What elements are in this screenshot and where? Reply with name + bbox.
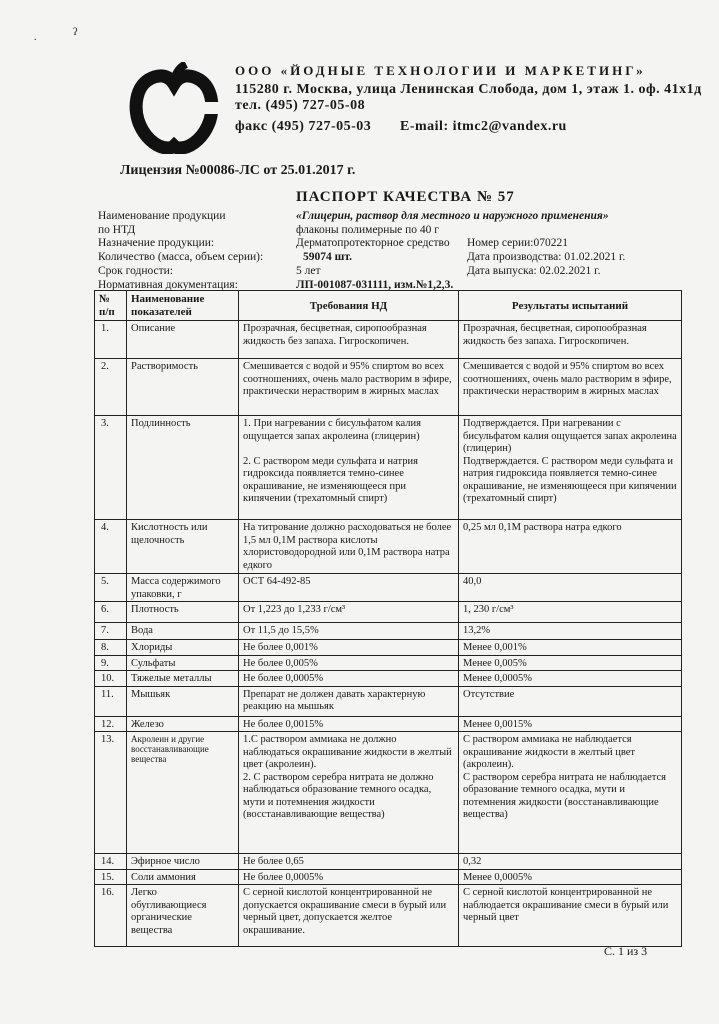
col-header-num: № п/п — [95, 291, 127, 321]
row-requirement: Не более 0,0005% — [239, 869, 459, 885]
row-name: Масса содержимого упаковки, г — [127, 574, 239, 602]
table-row — [95, 885, 682, 947]
apple-logo-icon — [128, 62, 220, 154]
table-row — [95, 520, 682, 574]
norm-value: ЛП-001087-031111, изм.№1,2,3. — [296, 279, 454, 291]
table-row — [95, 359, 682, 416]
table-row — [95, 416, 682, 520]
product-label: Наименование продукции — [98, 210, 226, 222]
row-number: 10. — [95, 671, 127, 687]
table-row — [95, 623, 682, 640]
row-requirement: С серной кислотой концентрированной не допускается окрашивание смеси в бурый или черный цвет, допускается желтое окрашивание. — [239, 885, 459, 947]
table-row — [95, 716, 682, 732]
row-requirement: 1.С раствором аммиака не должно наблюдаться окрашивание жидкости в желтый цвет (акролеин). 2. С раствором серебра нитрата не должно наблюдаться образование темного осадка, мути и потемнения жидкости (восстанавливающие вещества) — [239, 732, 459, 854]
row-requirement: ОСТ 64-492-85 — [239, 574, 459, 602]
row-name: Соли аммония — [127, 869, 239, 885]
company-email: E-mail: itmc2@vandex.ru — [400, 119, 567, 134]
production-date: Дата производства: 01.02.2021 г. — [467, 251, 626, 263]
row-result: Менее 0,0005% — [459, 671, 682, 687]
row-requirement: На титрование должно расходоваться не более 1,5 мл 0,1М раствора кислоты хлористоводородной или 0,1М раствора натра едкого — [239, 520, 459, 574]
table-row — [95, 686, 682, 716]
col-header-req: Требования НД — [239, 291, 459, 321]
row-result: 0,32 — [459, 854, 682, 870]
col-header-res: Результаты испытаний — [459, 291, 682, 321]
release-date: Дата выпуска: 02.02.2021 г. — [467, 265, 601, 277]
table-row — [95, 321, 682, 359]
table-row — [95, 574, 682, 602]
table-header-row — [95, 291, 682, 321]
table-row — [95, 869, 682, 885]
row-requirement: 1. При нагревании с бисульфатом калия ощущается запах акролеина (глицерин) 2. С раствором меди сульфата и натрия гидроксида появляется темно-синее окрашивание, не изменяющееся при кипячении (трехатомный спирт) — [239, 416, 459, 520]
row-result: Менее 0,005% — [459, 655, 682, 671]
row-name: Плотность — [127, 602, 239, 623]
row-requirement: Смешивается с водой и 95% спиртом во всех соотношениях, очень мало растворим в эфире, практически нерастворим в жирных маслах — [239, 359, 459, 416]
scan-mark: ʔ — [73, 27, 78, 38]
table-row — [95, 640, 682, 656]
purpose-value: Дерматопротекторное средство — [296, 237, 450, 249]
row-number: 16. — [95, 885, 127, 947]
row-name: Сульфаты — [127, 655, 239, 671]
row-number: 15. — [95, 869, 127, 885]
row-name: Растворимость — [127, 359, 239, 416]
page-title: ПАСПОРТ КАЧЕСТВА № 57 — [296, 189, 515, 205]
ntd-label: по НТД — [98, 224, 136, 236]
row-result: Менее 0,0005% — [459, 869, 682, 885]
table-row — [95, 655, 682, 671]
row-name: Акролеин и другие восстанавливающие вещества — [127, 732, 239, 854]
row-result: Менее 0,001% — [459, 640, 682, 656]
row-number: 5. — [95, 574, 127, 602]
row-number: 13. — [95, 732, 127, 854]
row-result: 13,2% — [459, 623, 682, 640]
row-name: Тяжелые металлы — [127, 671, 239, 687]
pack-value: флаконы полимерные по 40 г — [296, 224, 440, 236]
purpose-label: Назначение продукции: — [98, 237, 215, 249]
row-result: Смешивается с водой и 95% спиртом во всех соотношениях, очень мало растворим в эфире, практически нерастворим в жирных маслах — [459, 359, 682, 416]
row-requirement: Не более 0,005% — [239, 655, 459, 671]
row-name: Мышьяк — [127, 686, 239, 716]
row-requirement: Не более 0,0015% — [239, 716, 459, 732]
row-requirement: От 1,223 до 1,233 г/см³ — [239, 602, 459, 623]
row-result: 40,0 — [459, 574, 682, 602]
row-name: Описание — [127, 321, 239, 359]
scan-mark: . — [34, 32, 37, 43]
row-number: 12. — [95, 716, 127, 732]
table-row — [95, 671, 682, 687]
page-number: С. 1 из 3 — [604, 944, 648, 958]
row-result: С раствором аммиака не наблюдается окрашивание жидкости в желтый цвет (акролеин). С раствором серебра нитрата не наблюдается образование темного осадка, мути и потемнения жидкости (восстанавливающие вещества) — [459, 732, 682, 854]
row-number: 7. — [95, 623, 127, 640]
row-result: Менее 0,0015% — [459, 716, 682, 732]
shelf-value: 5 лет — [296, 265, 321, 277]
shelf-label: Срок годности: — [98, 265, 174, 277]
row-requirement: От 11,5 до 15,5% — [239, 623, 459, 640]
quality-table — [94, 290, 682, 947]
row-number: 9. — [95, 655, 127, 671]
row-number: 2. — [95, 359, 127, 416]
company-fax: факс (495) 727-05-03 — [235, 119, 372, 134]
row-name: Хлориды — [127, 640, 239, 656]
row-number: 3. — [95, 416, 127, 520]
row-name: Железо — [127, 716, 239, 732]
row-name: Вода — [127, 623, 239, 640]
product-value: «Глицерин, раствор для местного и наружного применения» — [296, 210, 609, 222]
table-row — [95, 602, 682, 623]
table-row — [95, 732, 682, 854]
row-result: С серной кислотой концентрированной не наблюдается окрашивание смеси в бурый или черный цвет — [459, 885, 682, 947]
row-number: 11. — [95, 686, 127, 716]
row-number: 8. — [95, 640, 127, 656]
license-line: Лицензия №00086-ЛС от 25.01.2017 г. — [120, 163, 356, 178]
table-row — [95, 854, 682, 870]
row-number: 14. — [95, 854, 127, 870]
row-name: Кислотность или щелочность — [127, 520, 239, 574]
row-result: Подтверждается. При нагревании с бисульфатом калия ощущается запах акролеина (глицерин) Подтверждается. С раствором меди сульфата и натрия гидроксида появляется темно-синее окрашивание, не изменяющееся при кипячении (трехатомный спирт) — [459, 416, 682, 520]
row-result: 1, 230 г/см³ — [459, 602, 682, 623]
row-requirement: Не более 0,0005% — [239, 671, 459, 687]
company-address: 115280 г. Москва, улица Ленинская Слобода, дом 1, этаж 1. оф. 41х1д — [235, 82, 702, 97]
row-name: Подлинность — [127, 416, 239, 520]
norm-label: Нормативная документация: — [98, 279, 238, 291]
row-result: Отсутствие — [459, 686, 682, 716]
row-number: 4. — [95, 520, 127, 574]
company-tel: тел. (495) 727-05-08 — [235, 98, 366, 113]
row-name: Легко обугливающиеся органические вещества — [127, 885, 239, 947]
row-number: 6. — [95, 602, 127, 623]
row-number: 1. — [95, 321, 127, 359]
col-header-name: Наименование показателей — [127, 291, 239, 321]
row-requirement: Препарат не должен давать характерную реакцию на мышьяк — [239, 686, 459, 716]
row-requirement: Прозрачная, бесцветная, сиропообразная жидкость без запаха. Гигроскопичен. — [239, 321, 459, 359]
row-requirement: Не более 0,65 — [239, 854, 459, 870]
row-result: Прозрачная, бесцветная, сиропообразная жидкость без запаха. Гигроскопичен. — [459, 321, 682, 359]
row-result: 0,25 мл 0,1М раствора натра едкого — [459, 520, 682, 574]
row-name: Эфирное число — [127, 854, 239, 870]
company-name: ООО «ЙОДНЫЕ ТЕХНОЛОГИИ И МАРКЕТИНГ» — [235, 63, 646, 78]
qty-label: Количество (масса, объем серии): — [98, 251, 264, 263]
row-requirement: Не более 0,001% — [239, 640, 459, 656]
qty-value: 59074 шт. — [303, 251, 352, 263]
serial-number: Номер серии:070221 — [467, 237, 568, 249]
